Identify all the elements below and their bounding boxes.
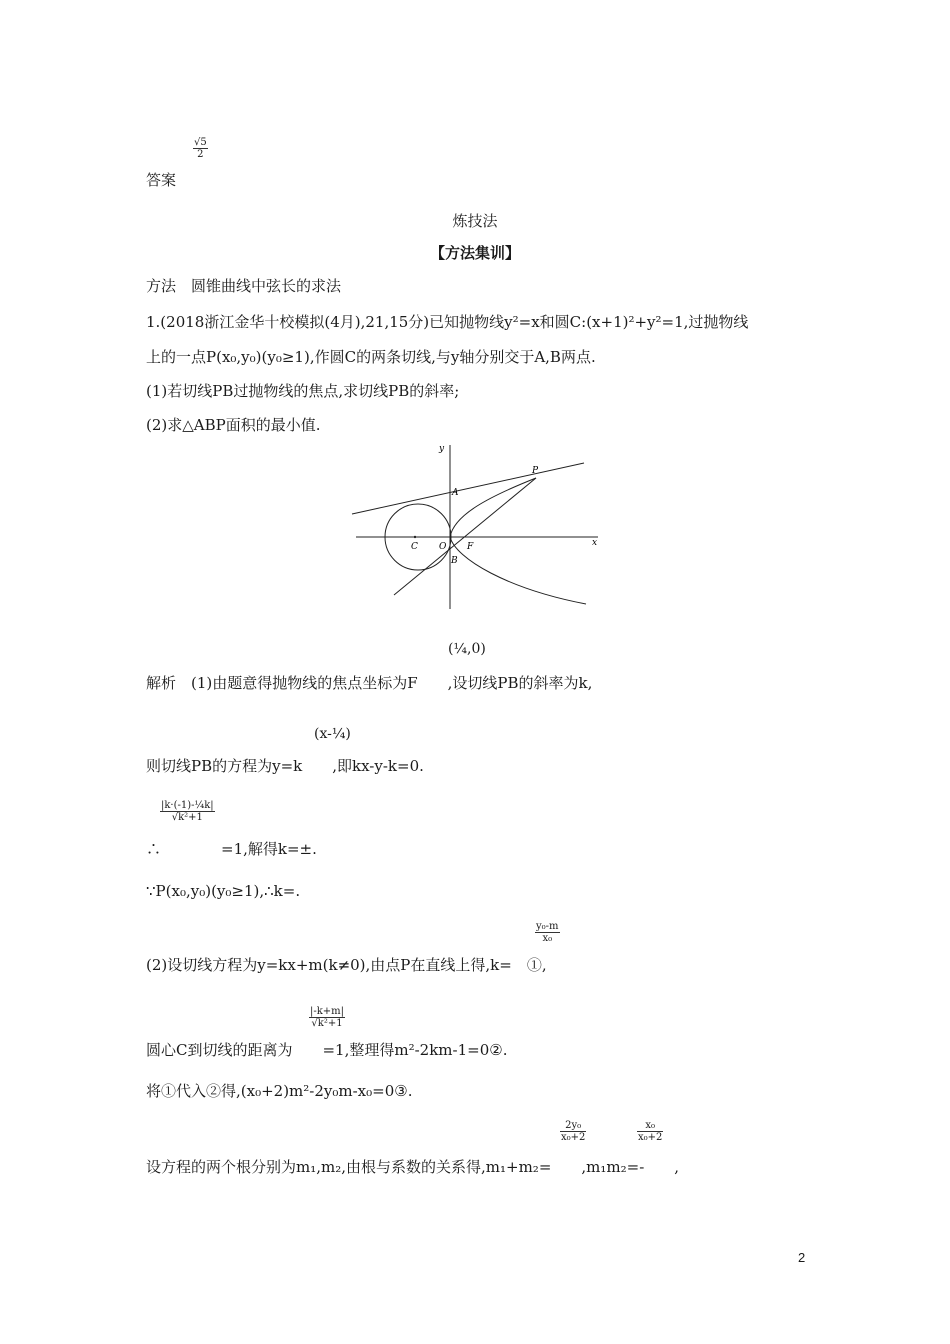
center-distance-denominator: √k²+1: [311, 1018, 343, 1029]
section-title: 炼技法: [452, 212, 498, 230]
answer-numerator: √5: [194, 137, 207, 148]
slope-denominator: x₀: [542, 933, 553, 944]
label-x: x: [592, 538, 598, 548]
method-heading: 方法 圆锥曲线中弦长的求法: [146, 277, 342, 295]
answer-denominator: 2: [197, 149, 204, 160]
answer-fraction: [193, 137, 208, 160]
solution-line-1: 解析 (1)由题意得抛物线的焦点坐标为F ,设切线PB的斜率为k,: [146, 674, 593, 692]
solution-line-5: (2)设切线方程为y=kx+m(k≠0),由点P在直线上得,k= ①,: [146, 956, 547, 974]
root-sum-denominator: x₀+2: [561, 1132, 586, 1143]
root-product-fraction: [637, 1120, 663, 1143]
center-point-c: [414, 536, 416, 538]
center-distance-numerator: |-k+m|: [310, 1006, 345, 1017]
answer-label: 答案: [146, 171, 177, 189]
distance-numerator: |k·(-1)-¼k|: [161, 800, 214, 811]
center-distance-fraction: [309, 1006, 345, 1029]
parabola-circle-figure: [348, 437, 608, 612]
label-c: C: [411, 542, 418, 552]
slope-numerator: y₀-m: [536, 921, 559, 932]
problem-question-1: (1)若切线PB过抛物线的焦点,求切线PB的斜率;: [146, 382, 460, 400]
solution-line-6: 圆心C到切线的距离为 =1,整理得m²-2km-1=0②.: [146, 1041, 508, 1059]
root-product-numerator: x₀: [637, 1120, 663, 1132]
page-number: 2: [798, 1250, 806, 1265]
root-product-denominator: x₀+2: [638, 1132, 663, 1143]
label-p: P: [532, 466, 539, 476]
label-a: A: [452, 488, 459, 498]
slope-fraction: [535, 921, 560, 944]
tangent-line-pa: [352, 463, 584, 514]
solution-line-8: 设方程的两个根分别为m₁,m₂,由根与系数的关系得,m₁+m₂= ,m₁m₂=- ,: [146, 1158, 680, 1176]
focus-coordinate-formula: (¼,0): [448, 641, 486, 657]
label-o: O: [439, 542, 447, 552]
solution-line-7: 将①代入②得,(x₀+2)m²-2y₀m-x₀=0③.: [146, 1082, 413, 1100]
label-y: y: [439, 444, 445, 454]
distance-denominator: √k²+1: [171, 812, 203, 823]
solution-line-4: ∵P(x₀,y₀)(y₀≥1),∴k=.: [146, 882, 301, 900]
root-sum-fraction: [560, 1120, 586, 1143]
problem-line-1: 1.(2018浙江金华十校模拟(4月),21,15分)已知抛物线y²=x和圆C:(x+1)²+y²=1,过抛物线: [146, 313, 749, 331]
root-sum-numerator: 2y₀: [560, 1120, 586, 1132]
label-b: B: [451, 556, 458, 566]
tangent-factor-formula: (x-¼): [314, 726, 351, 742]
label-f: F: [467, 542, 474, 552]
problem-question-2: (2)求△ABP面积的最小值.: [146, 416, 321, 434]
distance-fraction: [160, 800, 215, 823]
subsection-title: 【方法集训】: [429, 244, 520, 262]
parabola-upper-branch: [450, 478, 536, 537]
solution-line-3: ∴ =1,解得k=±.: [146, 840, 317, 858]
solution-line-2: 则切线PB的方程为y=k ,即kx-y-k=0.: [146, 757, 424, 775]
problem-line-2: 上的一点P(x₀,y₀)(y₀≥1),作圆C的两条切线,与y轴分别交于A,B两点.: [146, 348, 596, 366]
